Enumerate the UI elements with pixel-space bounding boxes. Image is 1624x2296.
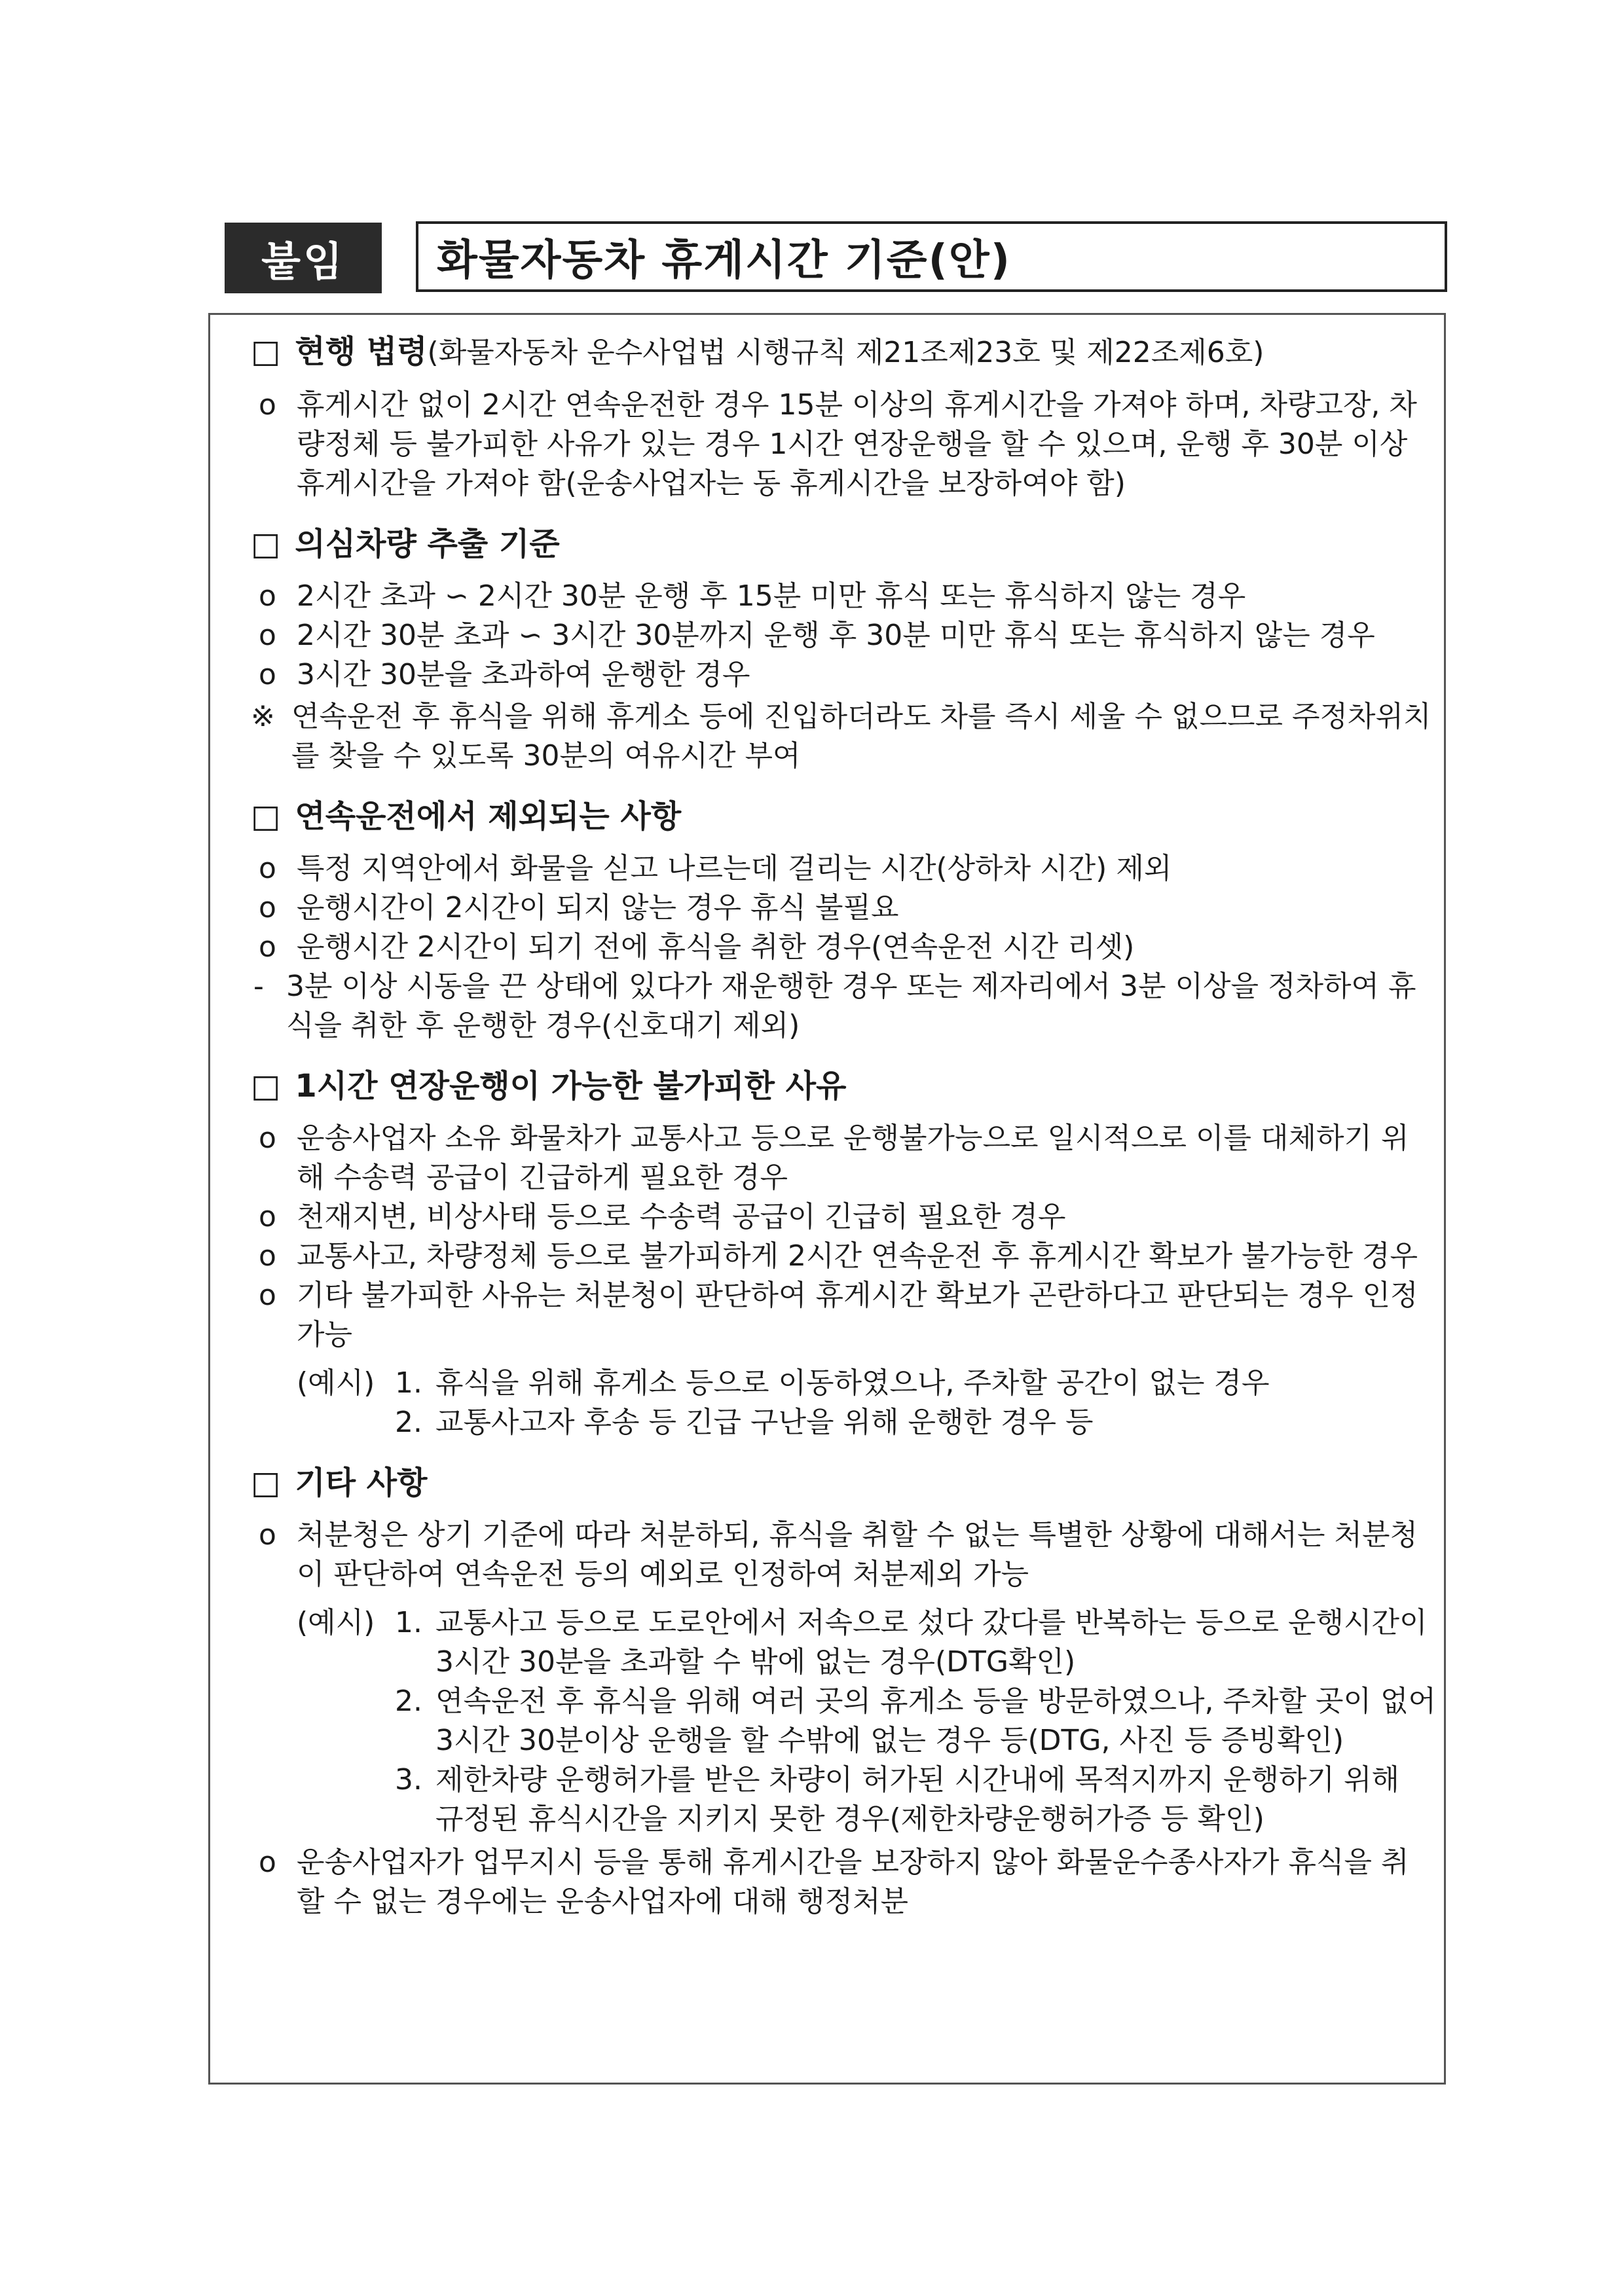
checkbox-icon: □ — [251, 1465, 281, 1501]
attachment-tag — [225, 223, 382, 293]
list-item — [251, 1276, 1436, 1355]
list-item-text: 특정 지역안에서 화물을 싣고 나르는데 걸리는 시간(상하차 시간) 제외 — [297, 852, 1172, 885]
bullet-circle-icon: o — [259, 658, 276, 691]
list-item — [251, 1119, 1436, 1197]
example-label: (예시) — [297, 1366, 375, 1400]
bullet-circle-icon: o — [259, 579, 276, 613]
list-item-text: 처분청은 상기 기준에 따라 처분하되, 휴식을 취할 수 없는 특별한 상황에 대해서는 처분청이 판단하여 연속운전 등의 예외로 인정하여 처분제외 가능 — [297, 1518, 1418, 1591]
example-number: 2. — [395, 1406, 422, 1439]
section-title: 기타 사항 — [295, 1465, 428, 1501]
checkbox-icon: □ — [251, 1068, 281, 1104]
example-item — [251, 1603, 1436, 1682]
example-text: 교통사고 등으로 도로안에서 저속으로 섰다 갔다를 반복하는 등으로 운행시간이 3시간 30분을 초과할 수 밖에 없는 경우(DTG확인) — [435, 1606, 1428, 1679]
checkbox-icon: □ — [251, 526, 281, 562]
bullet-circle-icon: o — [259, 1846, 276, 1879]
example-item — [251, 1682, 1436, 1760]
list-item-text: 3시간 30분을 초과하여 운행한 경우 — [297, 658, 750, 691]
bullet-circle-icon: o — [259, 852, 276, 885]
list-item — [251, 1516, 1436, 1594]
dash-mark: - — [253, 970, 264, 1003]
section-subtitle: (화물자동차 운수사업법 시행규칙 제21조제23호 및 제22조제6호) — [427, 336, 1264, 369]
example-text: 휴식을 위해 휴게소 등으로 이동하였으나, 주차할 공간이 없는 경우 — [435, 1366, 1270, 1400]
section-heading-other — [251, 1462, 1436, 1504]
list-item — [251, 577, 1436, 616]
reference-mark-icon: ※ — [251, 700, 275, 733]
example-number: 3. — [395, 1763, 422, 1796]
bullet-circle-icon: o — [259, 388, 276, 422]
document-title: 화물자동차 휴게시간 기준(안) — [437, 236, 1011, 285]
note-text: 연속운전 후 휴식을 위해 휴게소 등에 진입하더라도 차를 즉시 세울 수 없으므로 주정차위치를 찾을 수 있도록 30분의 여유시간 부여 — [291, 700, 1431, 773]
list-item-text: 운행시간 2시간이 되기 전에 휴식을 취한 경우(연속운전 시간 리셋) — [297, 930, 1135, 964]
bullet-circle-icon: o — [259, 1121, 276, 1155]
checkbox-icon: □ — [251, 333, 281, 370]
document-body — [251, 331, 1436, 1922]
section-title: 의심차량 추출 기준 — [295, 526, 560, 562]
section-title: 연속운전에서 제외되는 사항 — [295, 798, 682, 835]
list-item — [251, 616, 1436, 655]
bullet-circle-icon: o — [259, 891, 276, 924]
bullet-circle-icon: o — [259, 1518, 276, 1552]
bullet-circle-icon: o — [259, 619, 276, 652]
example-item — [251, 1364, 1436, 1403]
example-number: 1. — [395, 1606, 422, 1639]
list-item — [251, 386, 1436, 503]
example-number: 1. — [395, 1366, 422, 1400]
example-text: 연속운전 후 휴식을 위해 여러 곳의 휴게소 등을 방문하였으나, 주차할 곳이 없어 3시간 30분이상 운행을 할 수밖에 없는 경우 등(DTG, 사진 등 증빙확인) — [435, 1685, 1436, 1757]
note-item — [251, 697, 1436, 776]
section-heading-suspect-criteria — [251, 523, 1436, 565]
example-item — [251, 1403, 1436, 1442]
list-item — [251, 888, 1436, 928]
example-text: 제한차량 운행허가를 받은 차량이 허가된 시간내에 목적지까지 운행하기 위해 규정된 휴식시간을 지키지 못한 경우(제한차량운행허가증 등 확인) — [435, 1763, 1400, 1836]
list-item-text: 천재지변, 비상사태 등으로 수송력 공급이 긴급히 필요한 경우 — [297, 1200, 1066, 1233]
bullet-circle-icon: o — [259, 1200, 276, 1233]
section-heading-current-law — [251, 331, 1436, 374]
list-item — [251, 1843, 1436, 1922]
example-label: (예시) — [297, 1606, 375, 1639]
list-item-text: 운송사업자 소유 화물차가 교통사고 등으로 운행불가능으로 일시적으로 이를 대체하기 위해 수송력 공급이 긴급하게 필요한 경우 — [297, 1121, 1409, 1194]
bullet-circle-icon: o — [259, 1279, 276, 1312]
list-item — [251, 655, 1436, 695]
attachment-tag-label: 붙임 — [261, 237, 345, 285]
list-item-text: 2시간 초과 ∽ 2시간 30분 운행 후 15분 미만 휴식 또는 휴식하지 않는 경우 — [297, 579, 1246, 613]
list-item-text: 기타 불가피한 사유는 처분청이 판단하여 휴게시간 확보가 곤란하다고 판단되는 경우 인정 가능 — [297, 1279, 1418, 1351]
section-heading-extension-reasons — [251, 1065, 1436, 1107]
list-item — [251, 1237, 1436, 1276]
example-number: 2. — [395, 1685, 422, 1718]
dash-item — [251, 967, 1436, 1046]
section-title: 현행 법령 — [295, 333, 428, 370]
list-item-text: 2시간 30분 초과 ∽ 3시간 30분까지 운행 후 30분 미만 휴식 또는 휴식하지 않는 경우 — [297, 619, 1375, 652]
list-item — [251, 928, 1436, 967]
list-item-text: 교통사고, 차량정체 등으로 불가피하게 2시간 연속운전 후 휴게시간 확보가 불가능한 경우 — [297, 1239, 1418, 1273]
document-title-box — [416, 221, 1447, 292]
bullet-circle-icon: o — [259, 1239, 276, 1273]
dash-item-text: 3분 이상 시동을 끈 상태에 있다가 재운행한 경우 또는 제자리에서 3분 이상을 정차하여 휴식을 취한 후 운행한 경우(신호대기 제외) — [286, 970, 1416, 1042]
section-heading-exclusions — [251, 795, 1436, 837]
list-item-text: 운행시간이 2시간이 되지 않는 경우 휴식 불필요 — [297, 891, 899, 924]
example-text: 교통사고자 후송 등 긴급 구난을 위해 운행한 경우 등 — [435, 1406, 1094, 1439]
section-title: 1시간 연장운행이 가능한 불가피한 사유 — [295, 1068, 847, 1104]
example-item — [251, 1760, 1436, 1839]
bullet-circle-icon: o — [259, 930, 276, 964]
list-item-text: 휴게시간 없이 2시간 연속운전한 경우 15분 이상의 휴게시간을 가져야 하며, 차량고장, 차량정체 등 불가피한 사유가 있는 경우 1시간 연장운행을 할 수 있으며, 운행 후 30분 이상 휴게시간을 가져야 함(운송사업자는 동 휴게시간을 보장하여야 함) — [297, 388, 1417, 500]
list-item-text: 운송사업자가 업무지시 등을 통해 휴게시간을 보장하지 않아 화물운수종사자가 휴식을 취할 수 없는 경우에는 운송사업자에 대해 행정처분 — [297, 1846, 1409, 1918]
list-item — [251, 849, 1436, 888]
checkbox-icon: □ — [251, 798, 281, 835]
list-item — [251, 1197, 1436, 1237]
